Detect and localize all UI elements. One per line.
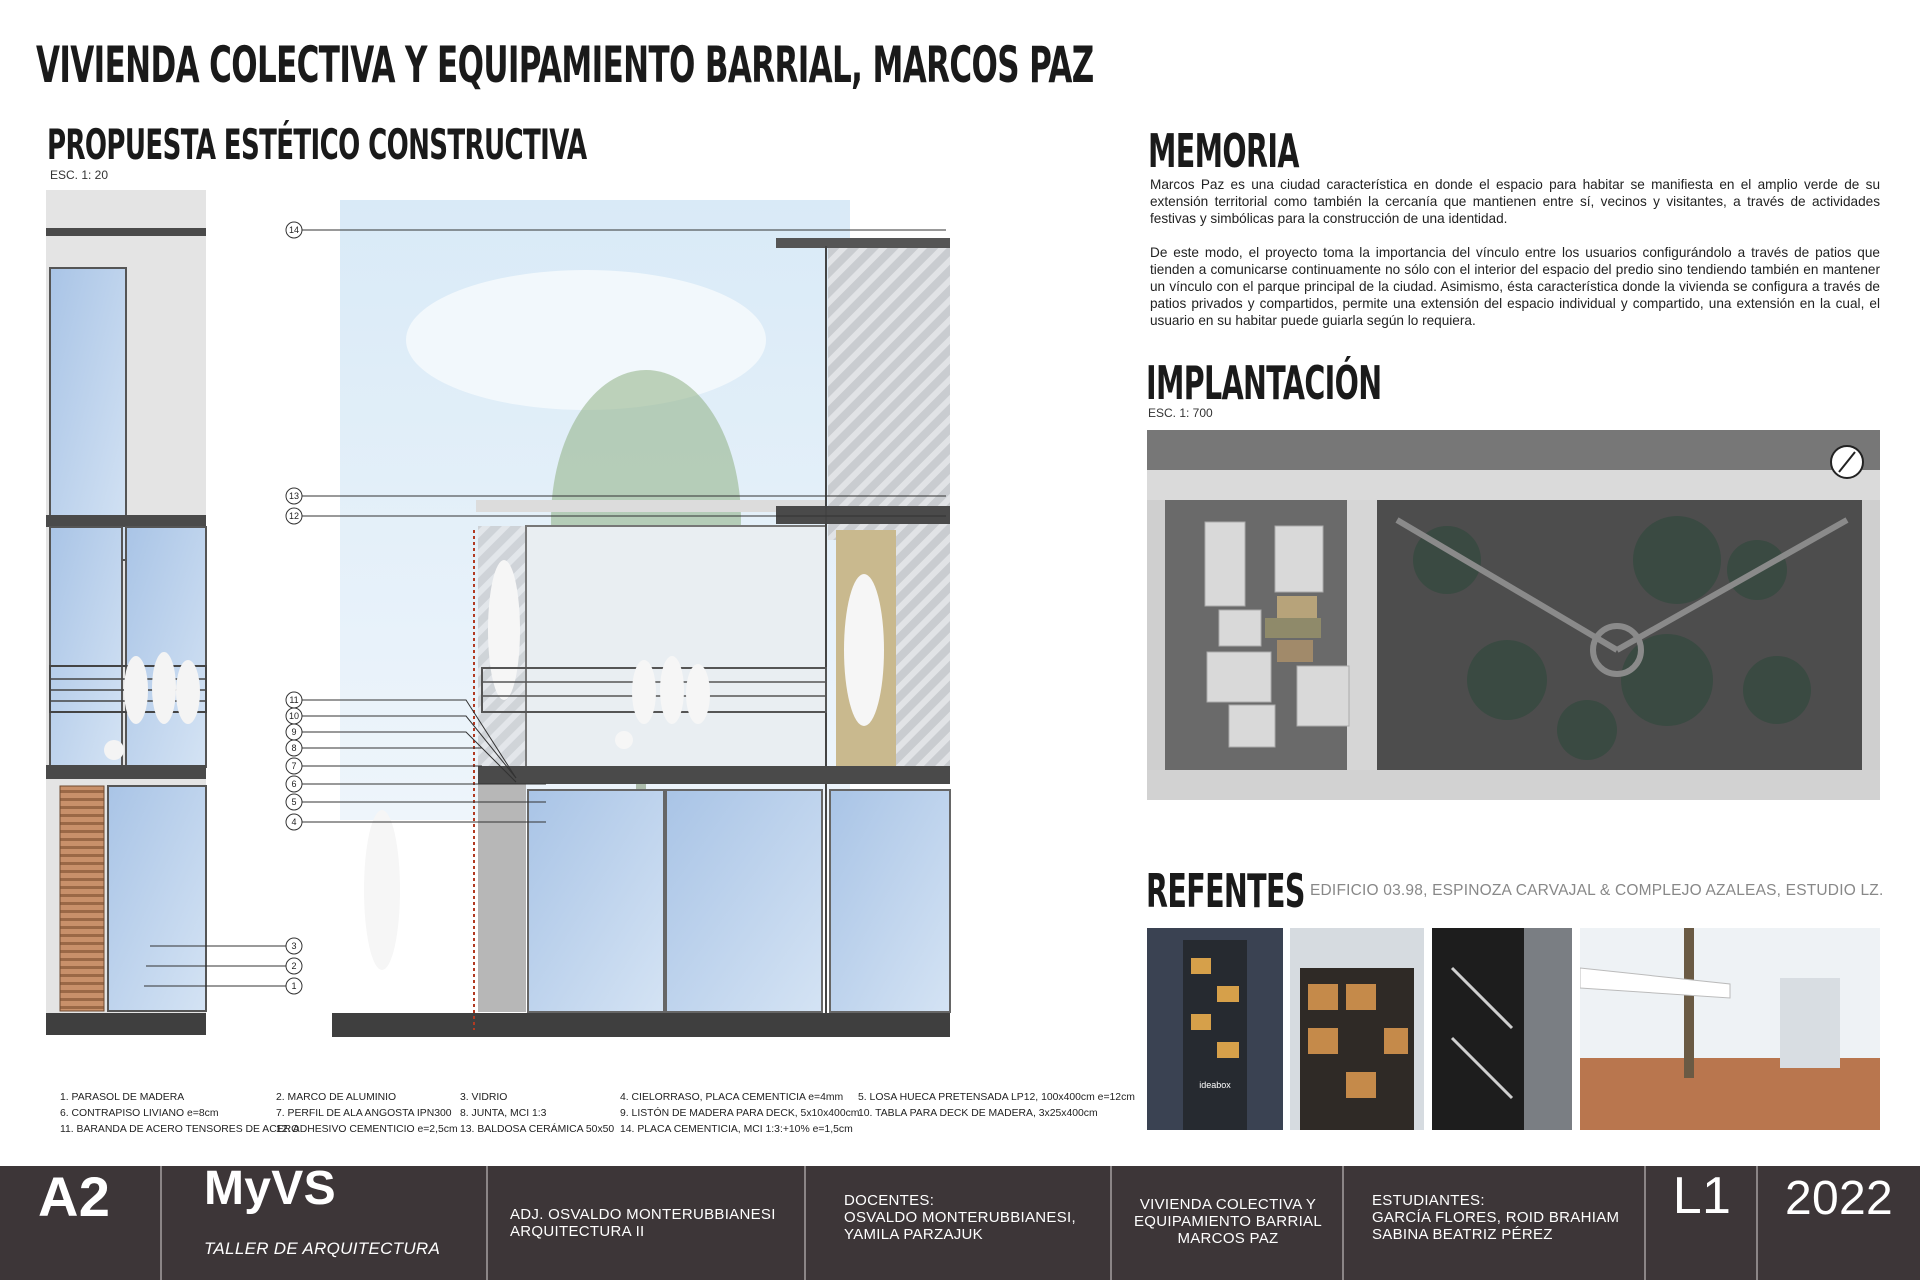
legend-item: 12. ADHESIVO CEMENTICIO e=2,5cm: [276, 1124, 458, 1135]
referentes-title: REFENTES: [1146, 864, 1305, 918]
street-bottom: [1147, 770, 1880, 800]
upper-right-wall: [828, 242, 950, 540]
reference-photo-tower: [1147, 928, 1283, 1130]
callout-label-1: 1: [291, 981, 297, 991]
legend-item: 2. MARCO DE ALUMINIO: [276, 1092, 397, 1103]
footer-logo-sub: TALLER DE ARQUITECTURA: [204, 1239, 441, 1258]
section-scale: ESC. 1: 20: [50, 168, 109, 182]
legend-item: 11. BARANDA DE ACERO TENSORES DE ACERO: [60, 1124, 300, 1135]
memoria-paragraph-2: De este modo, el proyecto toma la importancia del vínculo entre los usuarios configurándolo a través de patios que tienden a comunicarse continuamente no sólo con el interior del espacio del predio sino tendiendo también en mantener un vínculo con el parque principal de la ciudad. Asimismo, ésta característica donde la vivienda se configura a través de patios privados y compartidos, permite una extensión del espacio individual y compartido, una extensión en la cual, el usuario en su habitar puede guiarla según lo requiera.: [1150, 245, 1880, 328]
callout-label-8: 8: [291, 743, 297, 753]
callout-label-10: 10: [288, 711, 300, 721]
right-ground: [332, 1013, 950, 1037]
construction-section-drawing: [46, 190, 1106, 1060]
reference-photo-courtyard: [1580, 928, 1880, 1130]
legend-item: 3. VIDRIO: [460, 1092, 508, 1103]
legend-item: 5. LOSA HUECA PRETENSADA LP12, 100x400cm e=12cm: [858, 1092, 1135, 1103]
reference-photo-facade: [1290, 928, 1424, 1130]
wood-parasol: [60, 786, 104, 1011]
legend-item: 14. PLACA CEMENTICIA, MCI 1:3:+10% e=1,5cm: [620, 1124, 853, 1135]
footer-docente-1: OSVALDO MONTERUBBIANESI,: [844, 1209, 1076, 1226]
legend-col-4: [620, 1090, 859, 1138]
main-title: VIVIENDA COLECTIVA Y EQUIPAMIENTO BARRIAL, MARCOS PAZ: [36, 36, 1094, 94]
left-slab-1: [46, 228, 206, 236]
ground-glass-2: [666, 790, 822, 1012]
legend-item: 8. JUNTA, MCI 1:3: [460, 1108, 547, 1119]
reference-sign-text: ideabox: [1199, 1080, 1231, 1090]
callout-label-7: 7: [291, 761, 297, 771]
legend-col-3: [460, 1090, 614, 1138]
footer-estudiante-2: SABINA BEATRIZ PÉREZ: [1372, 1226, 1553, 1243]
street-right: [1862, 500, 1880, 770]
callout-bubbles: [286, 222, 302, 994]
footer-project-cell: [1112, 1166, 1344, 1280]
legend-item: 4. CIELORRASO, PLACA CEMENTICIA e=4mm: [620, 1092, 844, 1103]
footer-project-2: EQUIPAMIENTO BARRIAL: [1134, 1213, 1322, 1230]
legend-col-1: [60, 1090, 299, 1138]
memoria-title: MEMORIA: [1148, 124, 1299, 178]
legend-col-5: [858, 1090, 1135, 1122]
cloud: [406, 270, 766, 410]
callout-label-4: 4: [291, 817, 297, 827]
left-slab-3: [46, 765, 206, 779]
roof-edge: [476, 500, 826, 512]
footer-estudiantes-cell: [1344, 1166, 1646, 1280]
title-block-footer: [0, 1162, 1920, 1280]
footer-docente-2: YAMILA PARZAJUK: [844, 1226, 983, 1243]
legend-item: 9. LISTÓN DE MADERA PARA DECK, 5x10x400cm: [620, 1108, 860, 1119]
legend-item: 1. PARASOL DE MADERA: [60, 1092, 185, 1103]
legend-item: 13. BALDOSA CERÁMICA 50x50: [460, 1124, 615, 1135]
slab-12-13: [776, 506, 950, 524]
callout-label-3: 3: [291, 941, 297, 951]
legend-col-2: [276, 1090, 458, 1138]
left-window-mid-b: [126, 527, 206, 767]
legend-item: 6. CONTRAPISO LIVIANO e=8cm: [60, 1108, 219, 1119]
callout-label-2: 2: [291, 961, 297, 971]
left-ground: [46, 1013, 206, 1035]
ground-glass-1: [528, 790, 664, 1012]
left-window-mid-a: [50, 527, 122, 767]
footer-year-cell: [1758, 1166, 1920, 1280]
street-mid: [1347, 500, 1377, 770]
legend-item: 7. PERFIL DE ALA ANGOSTA IPN300: [276, 1108, 452, 1119]
footer-estudiante-1: GARCÍA FLORES, ROID BRAHIAM: [1372, 1209, 1620, 1226]
footer-year: 2022: [1785, 1172, 1893, 1225]
legend-item: 10. TABLA PARA DECK DE MADERA, 3x25x400cm: [858, 1108, 1098, 1119]
referentes-subtitle: EDIFICIO 03.98, ESPINOZA CARVAJAL & COMPLEJO AZALEAS, ESTUDIO LZ.: [1310, 882, 1884, 899]
slab-main: [478, 766, 950, 784]
reference-photo-stairs: [1432, 928, 1572, 1130]
ground-glass-3: [830, 790, 950, 1012]
footer-logo-cell: [162, 1162, 488, 1280]
callout-label-14: 14: [288, 225, 300, 235]
upper-slab: [776, 238, 950, 248]
callout-label-12: 12: [288, 511, 300, 521]
footer-adj-cell: [488, 1166, 806, 1280]
north-arrow-icon: [1831, 446, 1863, 478]
ground-hatch-wall: [478, 784, 526, 1012]
street-top: [1147, 470, 1880, 500]
footer-estudiantes-label: ESTUDIANTES:: [1372, 1192, 1485, 1209]
left-slab-2: [46, 515, 206, 527]
footer-project-3: MARCOS PAZ: [1177, 1230, 1279, 1247]
memoria-paragraph-1: Marcos Paz es una ciudad característica en donde el espacio para habitar se manifiesta en el amplio verde de su extensión territorial como también la cercanía que mantienen entre sí, vecinos y visitantes, a través de actividades festivas y simbólicas para la construcción de una identidad.: [1150, 177, 1880, 226]
footer-adj-line2: ARQUITECTURA II: [510, 1223, 645, 1240]
mid-right-wall: [896, 526, 950, 768]
memoria-text: [1150, 176, 1880, 346]
callout-label-11: 11: [289, 695, 299, 705]
footer-code-cell: [0, 1166, 162, 1280]
implantacion-scale: ESC. 1: 700: [1148, 406, 1213, 420]
implantacion-title: IMPLANTACIÓN: [1146, 356, 1382, 410]
footer-adj-line1: ADJ. OSVALDO MONTERUBBIANESI: [510, 1206, 776, 1223]
callout-label-13: 13: [288, 491, 300, 501]
footer-sheet-cell: [1646, 1166, 1758, 1280]
callout-label-5: 5: [291, 797, 297, 807]
mid-glass: [526, 526, 826, 768]
footer-sheet: L1: [1672, 1167, 1732, 1225]
street-left: [1147, 500, 1165, 770]
left-window-low: [108, 786, 206, 1011]
callout-label-9: 9: [291, 727, 297, 737]
section-title: PROPUESTA ESTÉTICO CONSTRUCTIVA: [47, 120, 587, 169]
footer-logo: MyVS: [204, 1162, 336, 1215]
footer-docentes-cell: [806, 1166, 1112, 1280]
site-plan-aerial: [1147, 430, 1880, 800]
footer-project-1: VIVIENDA COLECTIVA Y: [1139, 1196, 1317, 1213]
callout-label-6: 6: [291, 779, 297, 789]
footer-code: A2: [38, 1165, 111, 1228]
footer-docentes-label: DOCENTES:: [844, 1192, 935, 1209]
top-neighbourhood: [1147, 430, 1880, 470]
